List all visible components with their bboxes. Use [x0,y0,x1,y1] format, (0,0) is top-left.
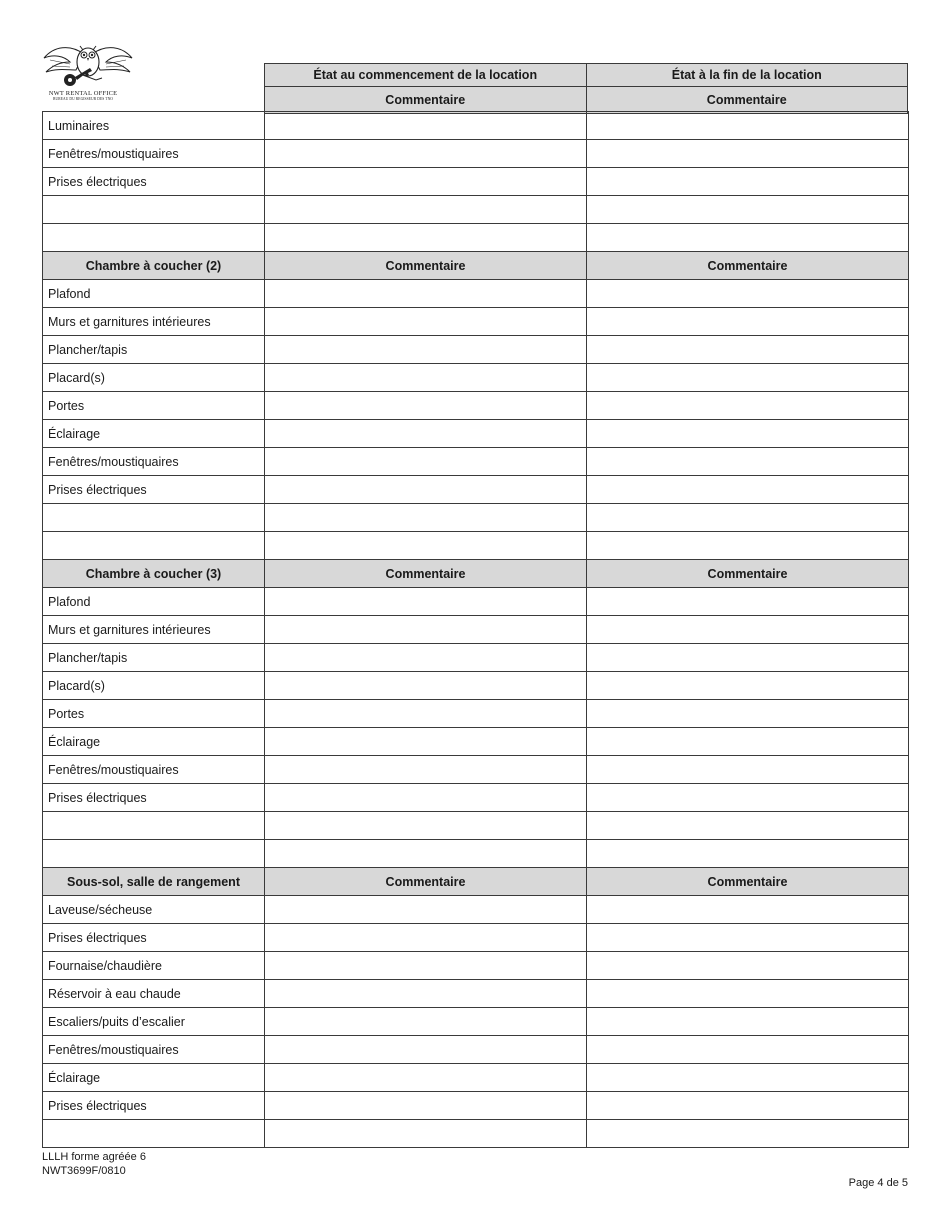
end-comment-field[interactable] [587,1064,909,1092]
nwt-rental-office-logo [40,40,136,106]
inspection-row [43,616,909,644]
end-of-tenancy-header: État à la fin de la location [586,64,908,87]
start-comment-field[interactable] [265,672,587,700]
start-comment-field[interactable] [265,448,587,476]
end-comment-header: Commentaire [587,868,909,896]
section-header-row [43,560,909,588]
end-comment-field[interactable] [587,784,909,812]
inspection-row [43,840,909,868]
blank-item-field[interactable] [43,196,265,224]
end-comment-field[interactable] [587,532,909,560]
item-label: Murs et garnitures intérieures [43,308,265,336]
start-comment-field[interactable] [265,644,587,672]
logo-title: NWT RENTAL OFFICE [48,90,118,97]
end-comment-field[interactable] [587,168,909,196]
end-comment-field[interactable] [587,896,909,924]
end-comment-field[interactable] [587,140,909,168]
inspection-row [43,280,909,308]
inspection-row [43,644,909,672]
end-comment-field[interactable] [587,980,909,1008]
item-label: Escaliers/puits d’escalier [43,1008,265,1036]
item-label: Prises électriques [43,168,265,196]
item-label: Prises électriques [43,924,265,952]
blank-item-field[interactable] [43,504,265,532]
start-comment-field[interactable] [265,504,587,532]
form-name: LLLH forme agréée 6 [42,1151,146,1163]
start-comment-field[interactable] [265,756,587,784]
start-comment-field[interactable] [265,532,587,560]
item-label: Plancher/tapis [43,336,265,364]
inspection-row [43,392,909,420]
blank-item-field[interactable] [43,532,265,560]
item-label: Éclairage [43,728,265,756]
logo-subtitle: BUREAU DU REGISSEUR DES TNO [53,96,113,101]
start-comment-field[interactable] [265,308,587,336]
item-label: Fenêtres/moustiquaires [43,448,265,476]
start-comment-field[interactable] [265,616,587,644]
end-comment-field[interactable] [587,756,909,784]
inspection-row [43,980,909,1008]
inspection-row [43,168,909,196]
inspection-row [43,476,909,504]
end-comment-field[interactable] [587,336,909,364]
end-comment-field[interactable] [587,448,909,476]
end-comment-field[interactable] [587,952,909,980]
item-label: Murs et garnitures intérieures [43,616,265,644]
start-comment-field[interactable] [265,812,587,840]
section-title: Chambre à coucher (2) [43,252,265,280]
item-label: Prises électriques [43,1092,265,1120]
inspection-row [43,784,909,812]
item-label: Prises électriques [43,784,265,812]
item-label: Plancher/tapis [43,644,265,672]
item-label: Éclairage [43,420,265,448]
inspection-row [43,728,909,756]
end-comment-field[interactable] [587,728,909,756]
start-comment-field[interactable] [265,280,587,308]
inspection-row [43,672,909,700]
end-comment-field[interactable] [587,224,909,252]
condition-report-table [42,111,909,1148]
end-comment-field[interactable] [587,280,909,308]
item-label: Luminaires [43,112,265,140]
section-header-row [43,252,909,280]
inspection-row [43,812,909,840]
end-comment-field[interactable] [587,588,909,616]
start-comment-field[interactable] [265,952,587,980]
start-comment-field[interactable] [265,140,587,168]
inspection-row [43,504,909,532]
start-of-tenancy-header: État au commencement de la location [265,64,587,87]
start-comment-field[interactable] [265,728,587,756]
inspection-row [43,924,909,952]
inspection-row [43,364,909,392]
end-comment-field[interactable] [587,812,909,840]
end-comment-header: Commentaire [587,252,909,280]
item-label: Placard(s) [43,364,265,392]
end-comment-field[interactable] [587,840,909,868]
start-comment-field[interactable] [265,1064,587,1092]
inspection-row [43,112,909,140]
form-identifier [42,1150,146,1178]
inspection-row [43,700,909,728]
start-comment-field[interactable] [265,784,587,812]
page-number: Page 4 de 5 [848,1177,908,1189]
item-label: Fenêtres/moustiquaires [43,1036,265,1064]
start-comment-field[interactable] [265,700,587,728]
blank-item-field[interactable] [43,812,265,840]
start-comment-field[interactable] [265,196,587,224]
end-comment-field[interactable] [587,112,909,140]
inspection-row [43,1036,909,1064]
start-comment-field[interactable] [265,336,587,364]
inspection-row [43,756,909,784]
end-comment-header: Commentaire [587,560,909,588]
blank-item-field[interactable] [43,840,265,868]
start-comment-field[interactable] [265,476,587,504]
inspection-row [43,896,909,924]
inspection-row [43,196,909,224]
inspection-row [43,588,909,616]
inspection-row [43,1008,909,1036]
blank-item-field[interactable] [43,224,265,252]
start-comment-field[interactable] [265,392,587,420]
start-comment-field[interactable] [265,588,587,616]
inspection-row [43,1092,909,1120]
item-label: Fenêtres/moustiquaires [43,140,265,168]
inspection-row [43,1064,909,1092]
end-comment-field[interactable] [587,616,909,644]
inspection-row [43,224,909,252]
blank-item-field[interactable] [43,1120,265,1148]
inspection-row [43,532,909,560]
start-comment-field[interactable] [265,364,587,392]
section-title: Sous-sol, salle de rangement [43,868,265,896]
form-code: NWT3699F/0810 [42,1165,126,1177]
inspection-row [43,1120,909,1148]
item-label: Réservoir à eau chaude [43,980,265,1008]
start-comment-field[interactable] [265,896,587,924]
end-comment-field[interactable] [587,196,909,224]
column-header-table [264,63,908,114]
end-comment-field[interactable] [587,1036,909,1064]
end-comment-field[interactable] [587,392,909,420]
end-comment-field[interactable] [587,476,909,504]
inspection-row [43,420,909,448]
item-label: Plafond [43,588,265,616]
start-comment-field[interactable] [265,112,587,140]
end-comment-field[interactable] [587,420,909,448]
start-comment-field[interactable] [265,1120,587,1148]
start-comment-header: Commentaire [265,252,587,280]
start-comment-header: Commentaire [265,560,587,588]
end-comment-field[interactable] [587,700,909,728]
section-title: Chambre à coucher (3) [43,560,265,588]
item-label: Laveuse/sécheuse [43,896,265,924]
owl-with-key-icon [40,40,136,92]
inspection-row [43,140,909,168]
end-comment-field[interactable] [587,364,909,392]
section-header-row [43,868,909,896]
item-label: Fenêtres/moustiquaires [43,756,265,784]
end-comment-field[interactable] [587,924,909,952]
start-comment-field[interactable] [265,1036,587,1064]
end-comment-field[interactable] [587,1008,909,1036]
start-comment-field[interactable] [265,924,587,952]
end-comment-field[interactable] [587,308,909,336]
end-comment-field[interactable] [587,644,909,672]
end-comment-field[interactable] [587,672,909,700]
start-comment-field[interactable] [265,1008,587,1036]
end-comment-field[interactable] [587,1120,909,1148]
start-comment-header: Commentaire [265,868,587,896]
end-comment-header: Commentaire [586,87,908,114]
item-label: Portes [43,392,265,420]
start-comment-field[interactable] [265,840,587,868]
end-comment-field[interactable] [587,504,909,532]
start-comment-field[interactable] [265,420,587,448]
start-comment-header: Commentaire [265,87,587,114]
start-comment-field[interactable] [265,168,587,196]
start-comment-field[interactable] [265,980,587,1008]
inspection-row [43,952,909,980]
item-label: Prises électriques [43,476,265,504]
start-comment-field[interactable] [265,224,587,252]
start-comment-field[interactable] [265,1092,587,1120]
inspection-row [43,336,909,364]
item-label: Plafond [43,280,265,308]
inspection-row [43,308,909,336]
item-label: Fournaise/chaudière [43,952,265,980]
item-label: Éclairage [43,1064,265,1092]
item-label: Portes [43,700,265,728]
end-comment-field[interactable] [587,1092,909,1120]
inspection-row [43,448,909,476]
item-label: Placard(s) [43,672,265,700]
